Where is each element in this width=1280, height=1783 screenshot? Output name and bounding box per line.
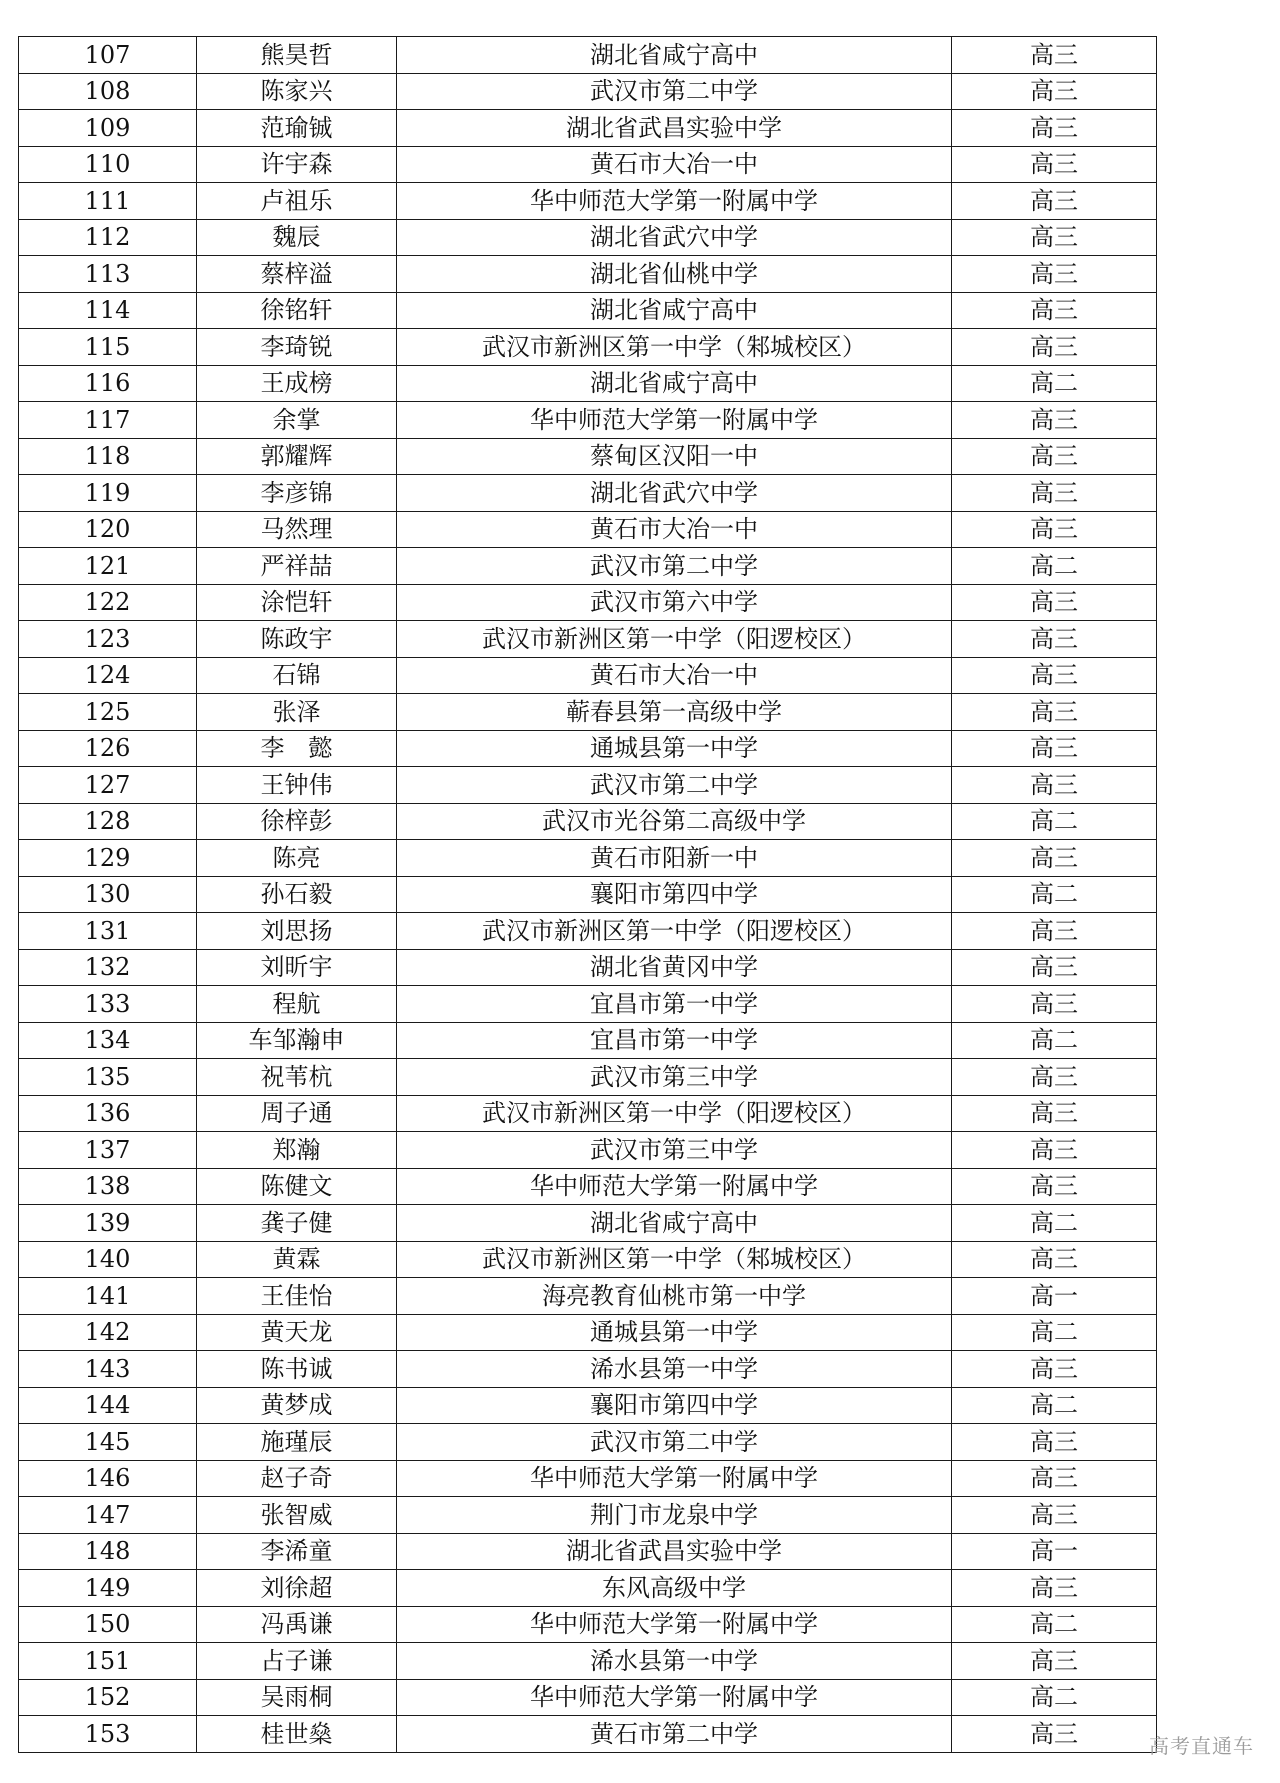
student-name-cell: 蔡梓溢 <box>197 256 397 293</box>
row-number-cell: 113 <box>19 256 197 293</box>
table-row <box>19 730 1157 767</box>
grade-cell: 高三 <box>952 73 1157 110</box>
school-name-cell: 武汉市新洲区第一中学（邾城校区） <box>397 1241 952 1278</box>
student-name-cell: 孙石毅 <box>197 876 397 913</box>
student-name-cell: 郭耀辉 <box>197 438 397 475</box>
row-number-cell: 144 <box>19 1387 197 1424</box>
student-name-cell: 刘思扬 <box>197 913 397 950</box>
table-row <box>19 1606 1157 1643</box>
table-row <box>19 73 1157 110</box>
table-row <box>19 949 1157 986</box>
student-name-cell: 卢祖乐 <box>197 183 397 220</box>
row-number-cell: 145 <box>19 1424 197 1461</box>
grade-cell: 高二 <box>952 1314 1157 1351</box>
student-name-cell: 黄梦成 <box>197 1387 397 1424</box>
table-row <box>19 256 1157 293</box>
row-number-cell: 139 <box>19 1205 197 1242</box>
school-name-cell: 浠水县第一中学 <box>397 1351 952 1388</box>
table-row <box>19 292 1157 329</box>
grade-cell: 高三 <box>952 657 1157 694</box>
row-number-cell: 119 <box>19 475 197 512</box>
row-number-cell: 151 <box>19 1643 197 1680</box>
row-number-cell: 109 <box>19 110 197 147</box>
table-row <box>19 1387 1157 1424</box>
grade-cell: 高三 <box>952 694 1157 731</box>
table-row <box>19 146 1157 183</box>
table-row <box>19 511 1157 548</box>
grade-cell: 高二 <box>952 365 1157 402</box>
grade-cell: 高三 <box>952 1424 1157 1461</box>
student-name-cell: 王成榜 <box>197 365 397 402</box>
row-number-cell: 112 <box>19 219 197 256</box>
grade-cell: 高三 <box>952 767 1157 804</box>
grade-cell: 高三 <box>952 146 1157 183</box>
grade-cell: 高三 <box>952 1643 1157 1680</box>
row-number-cell: 147 <box>19 1497 197 1534</box>
row-number-cell: 111 <box>19 183 197 220</box>
table-row <box>19 1059 1157 1096</box>
row-number-cell: 152 <box>19 1679 197 1716</box>
school-name-cell: 湖北省咸宁高中 <box>397 292 952 329</box>
grade-cell: 高三 <box>952 402 1157 439</box>
row-number-cell: 131 <box>19 913 197 950</box>
row-number-cell: 146 <box>19 1460 197 1497</box>
grade-cell: 高三 <box>952 1095 1157 1132</box>
student-name-cell: 马然理 <box>197 511 397 548</box>
row-number-cell: 108 <box>19 73 197 110</box>
table-row <box>19 1533 1157 1570</box>
table-row <box>19 219 1157 256</box>
school-name-cell: 通城县第一中学 <box>397 730 952 767</box>
student-name-cell: 黄霖 <box>197 1241 397 1278</box>
school-name-cell: 海亮教育仙桃市第一中学 <box>397 1278 952 1315</box>
school-name-cell: 武汉市第二中学 <box>397 548 952 585</box>
row-number-cell: 153 <box>19 1716 197 1753</box>
row-number-cell: 134 <box>19 1022 197 1059</box>
row-number-cell: 125 <box>19 694 197 731</box>
table-row <box>19 1351 1157 1388</box>
row-number-cell: 129 <box>19 840 197 877</box>
row-number-cell: 124 <box>19 657 197 694</box>
row-number-cell: 133 <box>19 986 197 1023</box>
student-name-cell: 范瑜铖 <box>197 110 397 147</box>
student-name-cell: 许宇森 <box>197 146 397 183</box>
student-name-cell: 余掌 <box>197 402 397 439</box>
school-name-cell: 荆门市龙泉中学 <box>397 1497 952 1534</box>
table-row <box>19 1460 1157 1497</box>
row-number-cell: 116 <box>19 365 197 402</box>
student-name-cell: 李彦锦 <box>197 475 397 512</box>
student-name-cell: 黄天龙 <box>197 1314 397 1351</box>
row-number-cell: 115 <box>19 329 197 366</box>
grade-cell: 高二 <box>952 1679 1157 1716</box>
grade-cell: 高三 <box>952 584 1157 621</box>
student-name-cell: 陈健文 <box>197 1168 397 1205</box>
student-name-cell: 施瑾辰 <box>197 1424 397 1461</box>
grade-cell: 高二 <box>952 548 1157 585</box>
grade-cell: 高三 <box>952 511 1157 548</box>
table-row <box>19 1022 1157 1059</box>
grade-cell: 高三 <box>952 986 1157 1023</box>
grade-cell: 高二 <box>952 876 1157 913</box>
school-name-cell: 黄石市阳新一中 <box>397 840 952 877</box>
school-name-cell: 华中师范大学第一附属中学 <box>397 183 952 220</box>
grade-cell: 高三 <box>952 1460 1157 1497</box>
row-number-cell: 118 <box>19 438 197 475</box>
student-name-cell: 周子通 <box>197 1095 397 1132</box>
table-row <box>19 1424 1157 1461</box>
school-name-cell: 华中师范大学第一附属中学 <box>397 1460 952 1497</box>
school-name-cell: 湖北省武穴中学 <box>397 475 952 512</box>
row-number-cell: 114 <box>19 292 197 329</box>
school-name-cell: 宜昌市第一中学 <box>397 986 952 1023</box>
student-name-cell: 严祥喆 <box>197 548 397 585</box>
school-name-cell: 武汉市第二中学 <box>397 73 952 110</box>
school-name-cell: 华中师范大学第一附属中学 <box>397 1606 952 1643</box>
table-row <box>19 840 1157 877</box>
school-name-cell: 湖北省仙桃中学 <box>397 256 952 293</box>
grade-cell: 高三 <box>952 1351 1157 1388</box>
school-name-cell: 湖北省黄冈中学 <box>397 949 952 986</box>
student-name-cell: 桂世燊 <box>197 1716 397 1753</box>
row-number-cell: 136 <box>19 1095 197 1132</box>
table-row <box>19 913 1157 950</box>
student-name-cell: 陈亮 <box>197 840 397 877</box>
table-row <box>19 183 1157 220</box>
school-name-cell: 湖北省武昌实验中学 <box>397 1533 952 1570</box>
table-row <box>19 1205 1157 1242</box>
row-number-cell: 107 <box>19 37 197 74</box>
table-row <box>19 986 1157 1023</box>
row-number-cell: 121 <box>19 548 197 585</box>
school-name-cell: 黄石市大冶一中 <box>397 146 952 183</box>
student-name-cell: 刘昕宇 <box>197 949 397 986</box>
row-number-cell: 135 <box>19 1059 197 1096</box>
school-name-cell: 武汉市光谷第二高级中学 <box>397 803 952 840</box>
grade-cell: 高三 <box>952 1716 1157 1753</box>
row-number-cell: 138 <box>19 1168 197 1205</box>
table-row <box>19 1314 1157 1351</box>
student-name-cell: 陈政宇 <box>197 621 397 658</box>
table-row <box>19 584 1157 621</box>
grade-cell: 高三 <box>952 1241 1157 1278</box>
grade-cell: 高三 <box>952 183 1157 220</box>
table-row <box>19 1497 1157 1534</box>
row-number-cell: 149 <box>19 1570 197 1607</box>
grade-cell: 高三 <box>952 256 1157 293</box>
school-name-cell: 武汉市第六中学 <box>397 584 952 621</box>
student-name-cell: 熊昊哲 <box>197 37 397 74</box>
table-row <box>19 803 1157 840</box>
grade-cell: 高三 <box>952 438 1157 475</box>
school-name-cell: 华中师范大学第一附属中学 <box>397 1168 952 1205</box>
grade-cell: 高三 <box>952 621 1157 658</box>
school-name-cell: 武汉市第三中学 <box>397 1132 952 1169</box>
school-name-cell: 襄阳市第四中学 <box>397 876 952 913</box>
grade-cell: 高一 <box>952 1533 1157 1570</box>
grade-cell: 高三 <box>952 1132 1157 1169</box>
student-name-cell: 陈家兴 <box>197 73 397 110</box>
student-name-cell: 徐铭轩 <box>197 292 397 329</box>
row-number-cell: 110 <box>19 146 197 183</box>
school-name-cell: 湖北省咸宁高中 <box>397 365 952 402</box>
student-name-cell: 涂恺轩 <box>197 584 397 621</box>
table-row <box>19 1643 1157 1680</box>
row-number-cell: 143 <box>19 1351 197 1388</box>
table-row <box>19 657 1157 694</box>
row-number-cell: 126 <box>19 730 197 767</box>
row-number-cell: 140 <box>19 1241 197 1278</box>
grade-cell: 高三 <box>952 37 1157 74</box>
table-row <box>19 1716 1157 1753</box>
grade-cell: 高三 <box>952 949 1157 986</box>
grade-cell: 高二 <box>952 1606 1157 1643</box>
table-row <box>19 438 1157 475</box>
student-name-cell: 郑瀚 <box>197 1132 397 1169</box>
school-name-cell: 武汉市新洲区第一中学（阳逻校区） <box>397 1095 952 1132</box>
student-name-cell: 赵子奇 <box>197 1460 397 1497</box>
grade-cell: 高二 <box>952 1022 1157 1059</box>
student-name-cell: 李琦锐 <box>197 329 397 366</box>
row-number-cell: 141 <box>19 1278 197 1315</box>
table-row <box>19 767 1157 804</box>
table-row <box>19 365 1157 402</box>
student-name-cell: 车邹瀚申 <box>197 1022 397 1059</box>
grade-cell: 高二 <box>952 803 1157 840</box>
grade-cell: 高三 <box>952 1059 1157 1096</box>
school-name-cell: 武汉市第三中学 <box>397 1059 952 1096</box>
student-name-cell: 王钟伟 <box>197 767 397 804</box>
row-number-cell: 127 <box>19 767 197 804</box>
school-name-cell: 武汉市新洲区第一中学（阳逻校区） <box>397 913 952 950</box>
table-row <box>19 1132 1157 1169</box>
table-row <box>19 1168 1157 1205</box>
table-row <box>19 621 1157 658</box>
row-number-cell: 122 <box>19 584 197 621</box>
table-row <box>19 548 1157 585</box>
student-name-cell: 吴雨桐 <box>197 1679 397 1716</box>
school-name-cell: 东风高级中学 <box>397 1570 952 1607</box>
student-name-cell: 徐梓彭 <box>197 803 397 840</box>
school-name-cell: 武汉市新洲区第一中学（邾城校区） <box>397 329 952 366</box>
student-name-cell: 石锦 <box>197 657 397 694</box>
table-row <box>19 1241 1157 1278</box>
student-name-cell: 张智威 <box>197 1497 397 1534</box>
student-name-cell: 魏辰 <box>197 219 397 256</box>
school-name-cell: 华中师范大学第一附属中学 <box>397 402 952 439</box>
table-row <box>19 329 1157 366</box>
grade-cell: 高三 <box>952 1497 1157 1534</box>
student-name-cell: 祝苇杭 <box>197 1059 397 1096</box>
table-row <box>19 1570 1157 1607</box>
student-name-cell: 李浠童 <box>197 1533 397 1570</box>
table-row <box>19 475 1157 512</box>
school-name-cell: 湖北省咸宁高中 <box>397 1205 952 1242</box>
student-name-cell: 陈书诚 <box>197 1351 397 1388</box>
grade-cell: 高三 <box>952 219 1157 256</box>
school-name-cell: 襄阳市第四中学 <box>397 1387 952 1424</box>
student-name-cell: 程航 <box>197 986 397 1023</box>
student-name-cell: 张泽 <box>197 694 397 731</box>
school-name-cell: 湖北省武昌实验中学 <box>397 110 952 147</box>
school-name-cell: 湖北省咸宁高中 <box>397 37 952 74</box>
grade-cell: 高三 <box>952 1168 1157 1205</box>
school-name-cell: 黄石市大冶一中 <box>397 657 952 694</box>
row-number-cell: 128 <box>19 803 197 840</box>
row-number-cell: 130 <box>19 876 197 913</box>
watermark-text: 高考直通车 <box>1149 1734 1254 1758</box>
school-name-cell: 武汉市第二中学 <box>397 1424 952 1461</box>
row-number-cell: 117 <box>19 402 197 439</box>
table-row <box>19 694 1157 731</box>
grade-cell: 高三 <box>952 329 1157 366</box>
grade-cell: 高三 <box>952 840 1157 877</box>
school-name-cell: 武汉市新洲区第一中学（阳逻校区） <box>397 621 952 658</box>
grade-cell: 高一 <box>952 1278 1157 1315</box>
student-name-cell: 刘徐超 <box>197 1570 397 1607</box>
student-name-cell: 龚子健 <box>197 1205 397 1242</box>
table-row <box>19 1095 1157 1132</box>
row-number-cell: 148 <box>19 1533 197 1570</box>
grade-cell: 高三 <box>952 913 1157 950</box>
grade-cell: 高三 <box>952 110 1157 147</box>
school-name-cell: 蔡甸区汉阳一中 <box>397 438 952 475</box>
table-row <box>19 1278 1157 1315</box>
grade-cell: 高三 <box>952 475 1157 512</box>
grade-cell: 高三 <box>952 1570 1157 1607</box>
row-number-cell: 132 <box>19 949 197 986</box>
student-name-cell: 占子谦 <box>197 1643 397 1680</box>
row-number-cell: 142 <box>19 1314 197 1351</box>
school-name-cell: 通城县第一中学 <box>397 1314 952 1351</box>
grade-cell: 高三 <box>952 292 1157 329</box>
grade-cell: 高二 <box>952 1205 1157 1242</box>
row-number-cell: 150 <box>19 1606 197 1643</box>
grade-cell: 高二 <box>952 1387 1157 1424</box>
grade-cell: 高三 <box>952 730 1157 767</box>
row-number-cell: 120 <box>19 511 197 548</box>
school-name-cell: 蕲春县第一高级中学 <box>397 694 952 731</box>
student-name-cell: 冯禹谦 <box>197 1606 397 1643</box>
school-name-cell: 武汉市第二中学 <box>397 767 952 804</box>
roster-sheet <box>18 36 1156 1753</box>
school-name-cell: 华中师范大学第一附属中学 <box>397 1679 952 1716</box>
school-name-cell: 湖北省武穴中学 <box>397 219 952 256</box>
row-number-cell: 137 <box>19 1132 197 1169</box>
student-name-cell: 王佳怡 <box>197 1278 397 1315</box>
roster-table-body <box>19 37 1157 1753</box>
row-number-cell: 123 <box>19 621 197 658</box>
roster-table <box>18 36 1157 1753</box>
school-name-cell: 黄石市大冶一中 <box>397 511 952 548</box>
school-name-cell: 浠水县第一中学 <box>397 1643 952 1680</box>
table-row <box>19 402 1157 439</box>
table-row <box>19 1679 1157 1716</box>
school-name-cell: 宜昌市第一中学 <box>397 1022 952 1059</box>
table-row <box>19 37 1157 74</box>
student-name-cell: 李 懿 <box>197 730 397 767</box>
table-row <box>19 876 1157 913</box>
table-row <box>19 110 1157 147</box>
school-name-cell: 黄石市第二中学 <box>397 1716 952 1753</box>
